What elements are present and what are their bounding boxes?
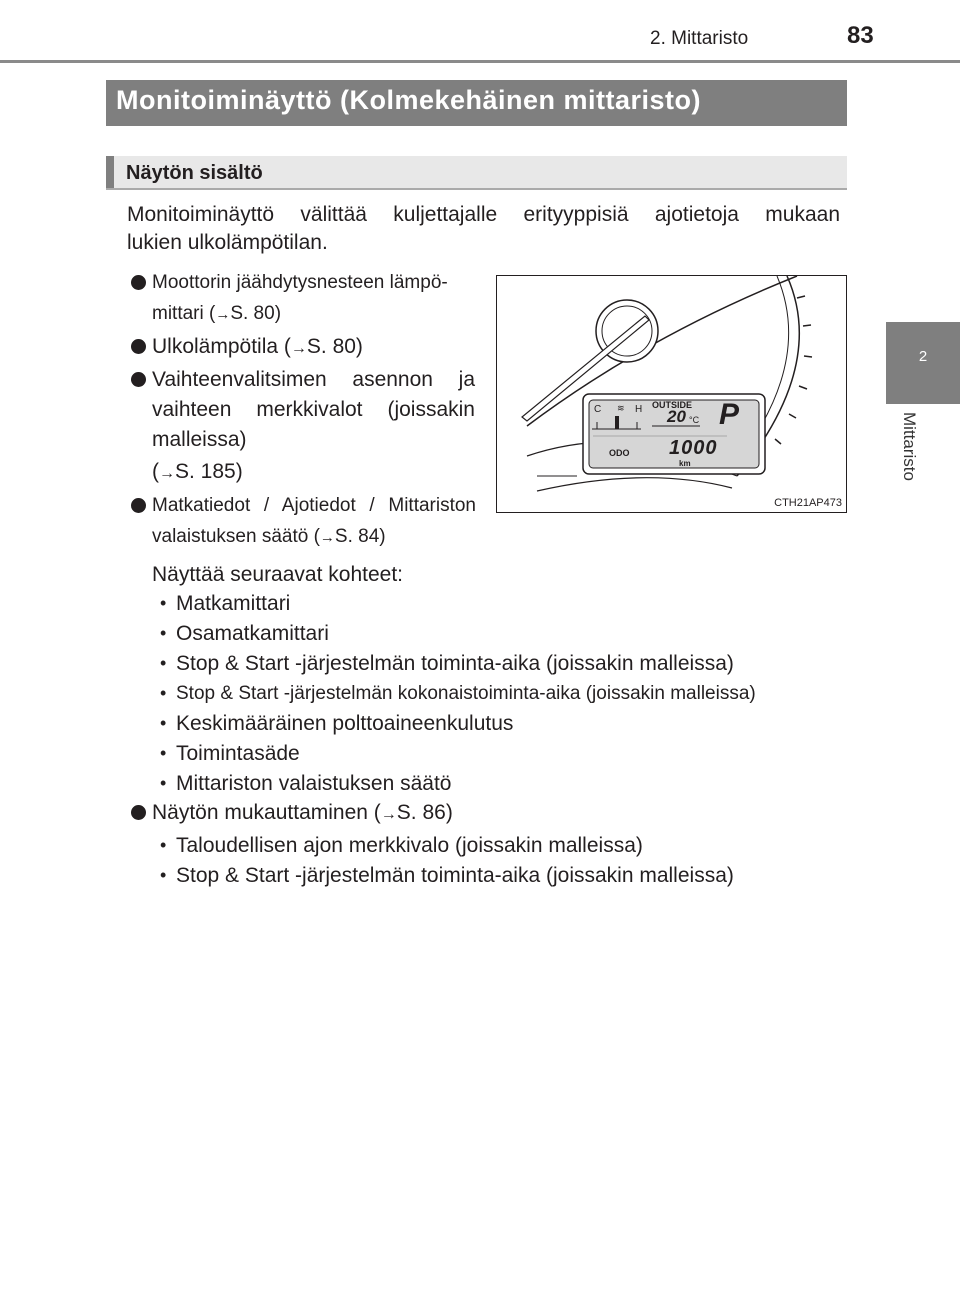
bullet-coolant-dot: [131, 275, 146, 290]
bullet-outside-ref: S. 80): [306, 335, 363, 358]
arrow-right-icon: →: [380, 806, 397, 823]
list-dot: •: [160, 623, 167, 643]
odometer-value: 1000: [669, 437, 718, 459]
outside-temp-value: 20: [667, 407, 686, 426]
list-item: Stop & Start -järjestelmän toiminta-aika (joissakin malleissa): [176, 652, 734, 675]
list-item: Matkamittari: [176, 592, 291, 615]
gear-position-indicator: P: [719, 398, 740, 431]
bullet-gear-line-3: malleissa): [152, 428, 247, 451]
subsection-title-text: Näytön sisältö: [126, 162, 263, 184]
chapter-tab-number: 2: [918, 348, 928, 365]
bullet-gear-line-2: vaihteen merkkivalot (joissakin: [152, 398, 475, 421]
arrow-right-icon: →: [319, 529, 335, 546]
bullet-trip-line-2: [152, 522, 386, 553]
cluster-illustration: [497, 276, 847, 513]
outside-label: OUTSIDE: [652, 400, 693, 410]
bullet-trip-line-1: Matkatiedot / Ajotiedot / Mittariston: [152, 495, 476, 516]
shows-following: Näyttää seuraavat kohteet:: [152, 563, 403, 586]
bullet-custom-ref: S. 86): [396, 801, 453, 824]
bullet-trip-ref: S. 84): [334, 526, 386, 547]
odo-label: ODO: [609, 448, 630, 458]
list-item: Mittariston valaistuksen säätö: [176, 772, 452, 795]
list-item: Osamatkamittari: [176, 622, 329, 645]
running-header-section: 2. Mittaristo: [650, 28, 749, 49]
bullet-coolant-line-2: [152, 299, 281, 330]
chapter-tab-label: Mittaristo: [900, 412, 919, 481]
list-dot: •: [160, 593, 167, 613]
header-rule: [0, 60, 960, 63]
list-dot: •: [160, 713, 167, 733]
arrow-right-icon: →: [159, 465, 175, 482]
temp-gauge-c-label: C: [594, 404, 602, 415]
coolant-temp-icon: ≋: [617, 403, 625, 413]
chapter-tab: [886, 322, 960, 404]
arrow-right-icon: →: [290, 340, 307, 357]
bullet-custom-dot: [131, 805, 146, 820]
odometer-unit: km: [679, 459, 691, 468]
list-dot: •: [160, 683, 167, 703]
subsection-title: [106, 156, 847, 190]
bullet-custom-text: Näytön mukauttaminen (: [152, 801, 381, 824]
outside-temp-unit: °C: [689, 415, 700, 425]
bullet-gear-line-1: Vaihteenvalitsimen asennon ja: [152, 368, 475, 391]
page-number: 83: [847, 22, 874, 49]
bullet-coolant-text: mittari (: [152, 303, 216, 324]
list-item: Stop & Start -järjestelmän toiminta-aika (joissakin malleissa): [176, 864, 734, 887]
list-dot: •: [160, 743, 167, 763]
intro-line-1: Monitoiminäyttö välittää kuljettajalle erityyppisiä ajotietoja mukaan: [127, 203, 840, 226]
list-dot: •: [160, 865, 167, 885]
section-title: Monitoiminäyttö (Kolmekehäinen mittaristo): [106, 80, 847, 126]
intro-line-2: lukien ulkolämpötilan.: [127, 231, 328, 254]
figure-code: CTH21AP473: [774, 497, 842, 509]
bullet-gear-dot: [131, 372, 146, 387]
bullet-gear-ref: S. 185): [175, 460, 243, 483]
instrument-cluster-figure: [496, 275, 847, 513]
bullet-coolant-line-1: Moottorin jäähdytysnesteen lämpö-: [152, 272, 448, 293]
bullet-coolant-ref: S. 80): [230, 303, 282, 324]
list-item: Toimintasäde: [176, 742, 300, 765]
arrow-right-icon: →: [215, 306, 231, 323]
bullet-outside-line: [152, 332, 363, 364]
list-item: Keskimääräinen polttoaineenkulutus: [176, 712, 514, 735]
bullet-gear-line-4: [152, 457, 243, 489]
list-dot: •: [160, 773, 167, 793]
bullet-outside-text: Ulkolämpötila (: [152, 335, 291, 358]
bullet-custom-line: [152, 798, 453, 830]
list-dot: •: [160, 653, 167, 673]
list-item: Taloudellisen ajon merkkivalo (joissakin malleissa): [176, 834, 643, 857]
list-item: Stop & Start -järjestelmän kokonaistoiminta-aika (joissakin malleissa): [176, 683, 756, 704]
subsection-title-bar: [106, 156, 114, 188]
bullet-gear-paren: (: [152, 460, 159, 483]
bullet-trip-dot: [131, 498, 146, 513]
bullet-trip-text: valaistuksen säätö (: [152, 526, 320, 547]
list-dot: •: [160, 835, 167, 855]
bullet-outside-dot: [131, 339, 146, 354]
temp-gauge-h-label: H: [635, 404, 643, 415]
